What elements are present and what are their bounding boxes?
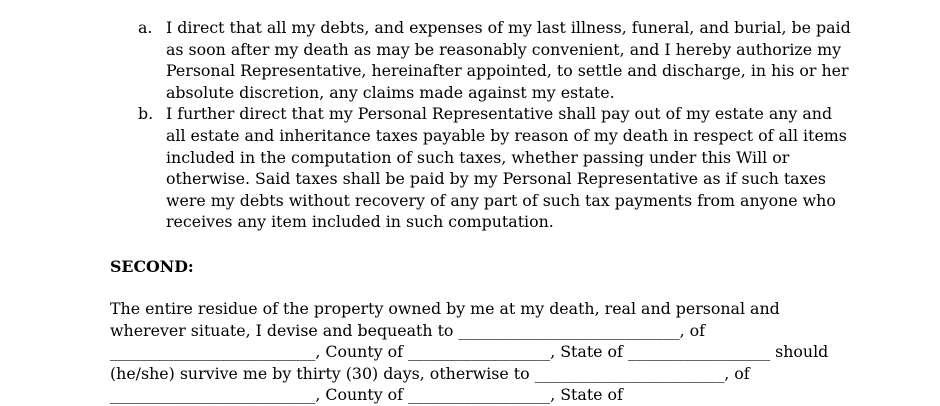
list-item-b bbox=[110, 103, 870, 233]
list-marker: b. bbox=[138, 104, 154, 124]
text-line: receives any item included in such computation. bbox=[166, 212, 554, 232]
residue-paragraph bbox=[110, 298, 870, 406]
text-line: wherever situate, I devise and bequeath to ____________________________, of bbox=[110, 320, 706, 340]
text-line: (he/she) survive me by thirty (30) days, otherwise to ________________________, of bbox=[110, 363, 750, 383]
text-line: were my debts without recovery of any part of such tax payments from anyone who bbox=[166, 190, 836, 210]
text-line: as soon after my death as may be reasonably convenient, and I hereby authorize my bbox=[166, 39, 841, 59]
text-line: all estate and inheritance taxes payable by reason of my death in respect of all items bbox=[166, 125, 847, 145]
text-line: The entire residue of the property owned by me at my death, real and personal and bbox=[110, 299, 780, 318]
text-line: __________________________, County of __________________, State of bbox=[110, 385, 623, 405]
text-line: absolute discretion, any claims made against my estate. bbox=[166, 82, 615, 102]
list-marker: a. bbox=[138, 18, 153, 37]
list-item-a bbox=[110, 17, 870, 103]
section-heading-second: SECOND: bbox=[110, 257, 194, 276]
text-line: included in the computation of such taxes, whether passing under this Will or bbox=[166, 147, 790, 167]
text-line: otherwise. Said taxes shall be paid by my Personal Representative as if such taxes bbox=[166, 169, 826, 189]
text-line: __________________________, County of __________________, State of __________________ should bbox=[110, 342, 829, 362]
text-line: I further direct that my Personal Representative shall pay out of my estate any and bbox=[166, 104, 833, 124]
directive-list bbox=[110, 17, 870, 233]
text-line: I direct that all my debts, and expenses of my last illness, funeral, and burial, be paid bbox=[166, 18, 851, 37]
text-line: Personal Representative, hereinafter appointed, to settle and discharge, in his or her bbox=[166, 61, 849, 81]
